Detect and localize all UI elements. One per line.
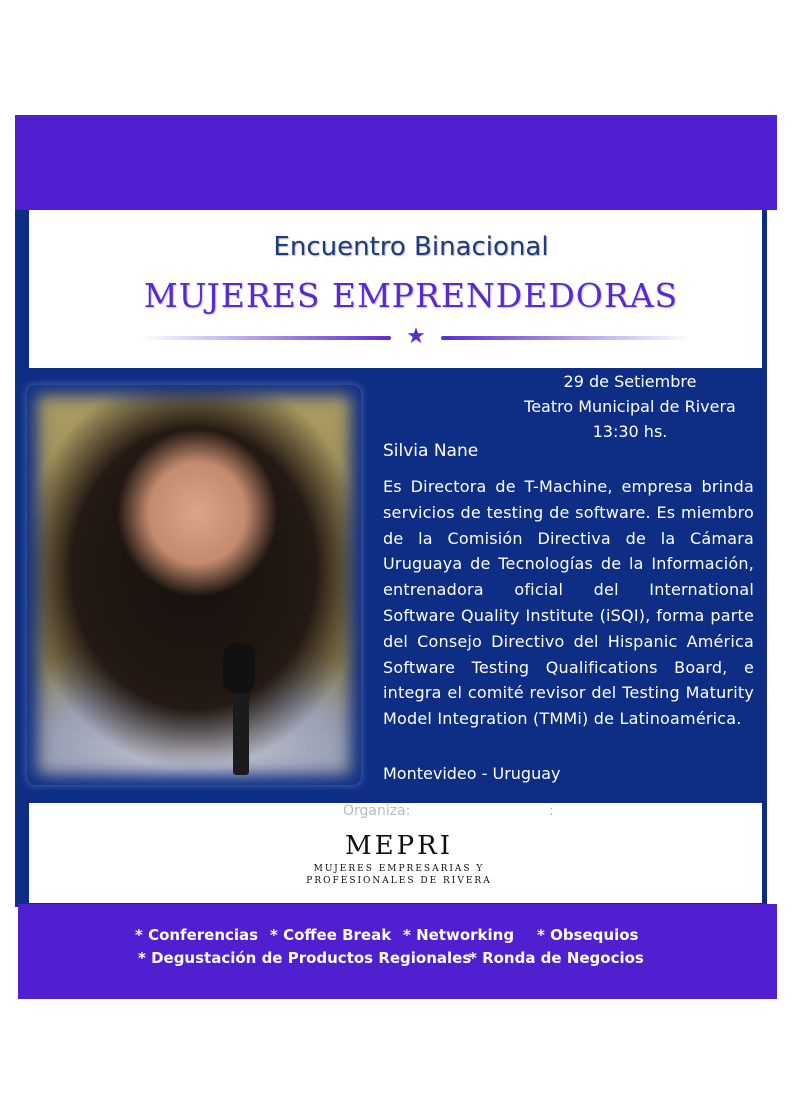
mepri-logo-line1: MUJERES EMPRESARIAS Y (313, 864, 485, 874)
speaker-bio: Es Directora de T-Machine, empresa brinda servicios de testing de software. Es miembro de la Comisión Directiva de la Cámara Uruguaya de Tecnologías de la Información, entrenadora oficial del International Software Quality Institute (iSQI), forma parte del Consejo Directivo del Hispanic América Software Testing Qualifications Board, e integra el comité revisor del Testing Maturity Model Integration (TMMi) de Latinoamérica. (383, 477, 754, 729)
feature-coffee-break: * Coffee Break (270, 926, 392, 944)
organizer-colon: : (549, 803, 554, 819)
mepri-logo: MEPRI (345, 831, 453, 861)
event-date: 29 de Setiembre (563, 372, 697, 391)
speaker-photo (27, 385, 361, 785)
features-list (18, 924, 777, 970)
feature-obsequios: * Obsequios (537, 926, 639, 944)
title-box (29, 210, 762, 368)
event-details (505, 369, 755, 444)
organizer-label: Organiza: (343, 803, 411, 819)
features-row-2 (18, 947, 777, 970)
feature-conferencias: * Conferencias (135, 926, 259, 944)
features-band (18, 904, 777, 999)
microphone-icon (223, 643, 255, 693)
star-icon: ★ (406, 324, 426, 349)
title-divider-right (441, 336, 691, 340)
top-purple-band (15, 115, 777, 210)
mepri-logo-line2: PROFESIONALES DE RIVERA (306, 876, 492, 886)
microphone-stand (233, 685, 249, 775)
speaker-location: Montevideo - Uruguay (383, 764, 561, 783)
mepri-logo-subtitle (289, 863, 509, 887)
feature-ronda-negocios: * Ronda de Negocios (469, 949, 644, 967)
event-venue: Teatro Municipal de Rivera (524, 397, 736, 416)
feature-degustacion: * Degustación de Productos Regionales (138, 949, 472, 967)
event-time: 13:30 hs. (592, 422, 668, 441)
features-row-1 (18, 924, 777, 947)
speaker-name: Silvia Nane (383, 441, 479, 461)
event-subtitle: Encuentro Binacional (273, 232, 549, 262)
title-divider-left (141, 336, 391, 340)
organizer-box (29, 803, 762, 903)
event-title: MUJERES EMPRENDEDORAS (143, 276, 679, 315)
feature-networking: * Networking (403, 926, 515, 944)
event-poster (15, 115, 777, 999)
